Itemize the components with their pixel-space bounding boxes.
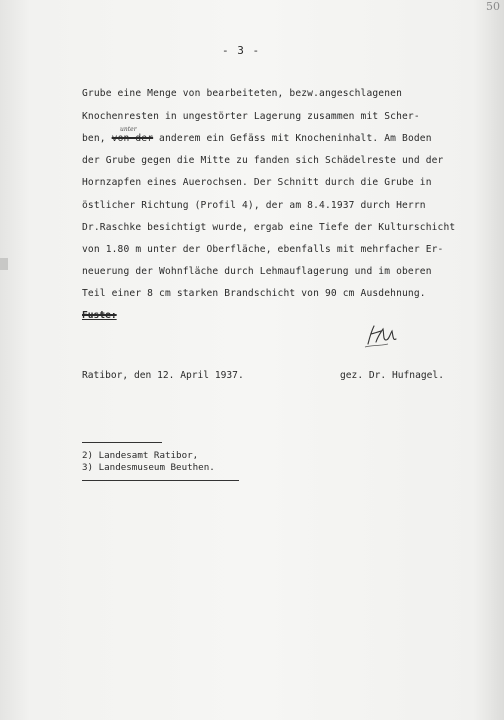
place-date-line: Ratibor, den 12. April 1937. — [82, 370, 244, 381]
distribution-rule-top — [82, 442, 162, 443]
distribution-item-2: 3) Landesmuseum Beuthen. — [82, 462, 215, 473]
body-line-3-rest: anderem ein Gefäss mit Knocheninhalt. Am Boden — [153, 133, 432, 144]
body-line-3 — [82, 133, 432, 144]
signed-by-line: gez. Dr. Hufnagel. — [340, 370, 444, 381]
body-line-4: der Grube gegen die Mitte zu fanden sich Schädelreste und der — [82, 155, 444, 166]
distribution-item-1: 2) Landesamt Ratibor, — [82, 450, 199, 461]
body-line-6: östlicher Richtung (Profil 4), der am 8.4.1937 durch Herrn — [82, 200, 426, 211]
handwritten-signature — [362, 322, 402, 350]
body-line-1: Grube eine Menge von bearbeiteten, bezw.angeschlagenen — [82, 88, 402, 99]
page-number: - 3 - — [222, 44, 261, 57]
interlinear-insertion: unter — [120, 126, 137, 133]
distribution-rule-bottom — [82, 480, 239, 481]
body-line-8: von 1.80 m unter der Oberfläche, ebenfalls mit mehrfacher Er- — [82, 244, 444, 255]
body-line-3-start: ben, — [82, 133, 112, 144]
body-line-9: neuerung der Wohnfläche durch Lehmauflagerung und im oberen — [82, 266, 432, 277]
body-line-5: Hornzapfen eines Auerochsen. Der Schnitt durch die Grube in — [82, 177, 432, 188]
struck-label: Fuste: — [82, 310, 117, 321]
body-line-10: Teil einer 8 cm starken Brandschicht von 90 cm Ausdehnung. — [82, 288, 426, 299]
paper-edge-mark — [0, 258, 8, 270]
body-line-7: Dr.Raschke besichtigt wurde, ergab eine Tiefe der Kulturschicht — [82, 222, 456, 233]
body-line-2: Knochenresten in ungestörter Lagerung zusammen mit Scher- — [82, 111, 420, 122]
struck-through-text: von der — [111, 133, 154, 144]
archive-page-mark: 50 — [486, 0, 500, 13]
